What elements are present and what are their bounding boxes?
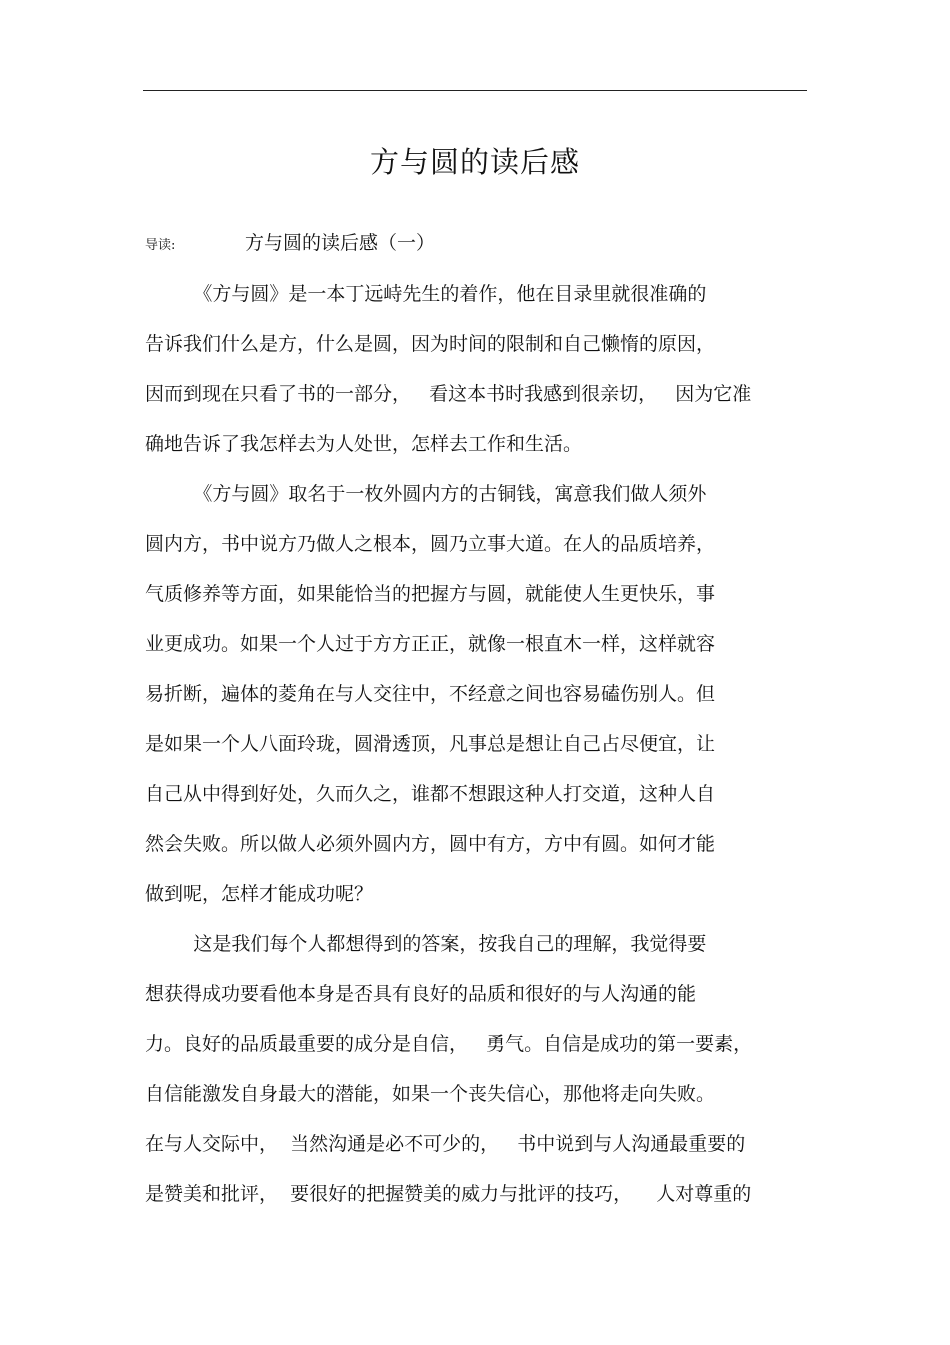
body-line: 自己从中得到好处，久而久之，谁都不想跟这种人打交道，这种人自 bbox=[145, 783, 716, 805]
body-line: 圆内方，书中说方乃做人之根本，圆乃立事大道。在人的品质培养， bbox=[145, 533, 716, 555]
body-line: 想获得成功要看他本身是否具有良好的品质和很好的与人沟通的能 bbox=[145, 983, 697, 1005]
header-rule bbox=[143, 90, 807, 91]
body-line: 力。良好的品质最重要的成分是自信， 勇气。自信是成功的第一要素， bbox=[145, 1033, 753, 1055]
body-line: 在与人交际中， 当然沟通是必不可少的， 书中说到与人沟通最重要的 bbox=[145, 1133, 746, 1155]
body-line: 因而到现在只看了书的一部分， 看这本书时我感到很亲切， 因为它准 bbox=[145, 383, 752, 405]
body-line: 是如果一个人八面玲珑，圆滑透顶，凡事总是想让自己占尽便宜，让 bbox=[145, 733, 716, 755]
intro-subtitle: 方与圆的读后感（一） bbox=[245, 232, 436, 254]
intro-label: 导读: bbox=[145, 238, 176, 253]
body-line: 《方与圆》取名于一枚外圆内方的古铜钱，寓意我们做人须外 bbox=[145, 483, 707, 505]
body-line: 是赞美和批评， 要很好的把握赞美的威力与批评的技巧， 人对尊重的 bbox=[145, 1183, 752, 1205]
body-line: 《方与圆》是一本丁远峙先生的着作，他在目录里就很准确的 bbox=[145, 283, 707, 305]
body-line: 易折断，遍体的菱角在与人交往中，不经意之间也容易磕伤别人。但 bbox=[145, 683, 716, 705]
body-line: 业更成功。如果一个人过于方方正正，就像一根直木一样，这样就容 bbox=[145, 633, 716, 655]
body-line: 做到呢，怎样才能成功呢？ bbox=[145, 883, 374, 905]
body-line: 这是我们每个人都想得到的答案，按我自己的理解，我觉得要 bbox=[145, 933, 707, 955]
body-line: 告诉我们什么是方，什么是圆，因为时间的限制和自己懒惰的原因， bbox=[145, 333, 716, 355]
body-line: 然会失败。所以做人必须外圆内方，圆中有方，方中有圆。如何才能 bbox=[145, 833, 716, 855]
intro-line bbox=[145, 228, 435, 258]
body-line: 气质修养等方面，如果能恰当的把握方与圆，就能使人生更快乐，事 bbox=[145, 583, 716, 605]
page-title: 方与圆的读后感 bbox=[369, 145, 580, 179]
body-line: 自信能激发自身最大的潜能，如果一个丧失信心，那他将走向失败。 bbox=[145, 1083, 716, 1105]
body-line: 确地告诉了我怎样去为人处世，怎样去工作和生活。 bbox=[145, 433, 583, 455]
